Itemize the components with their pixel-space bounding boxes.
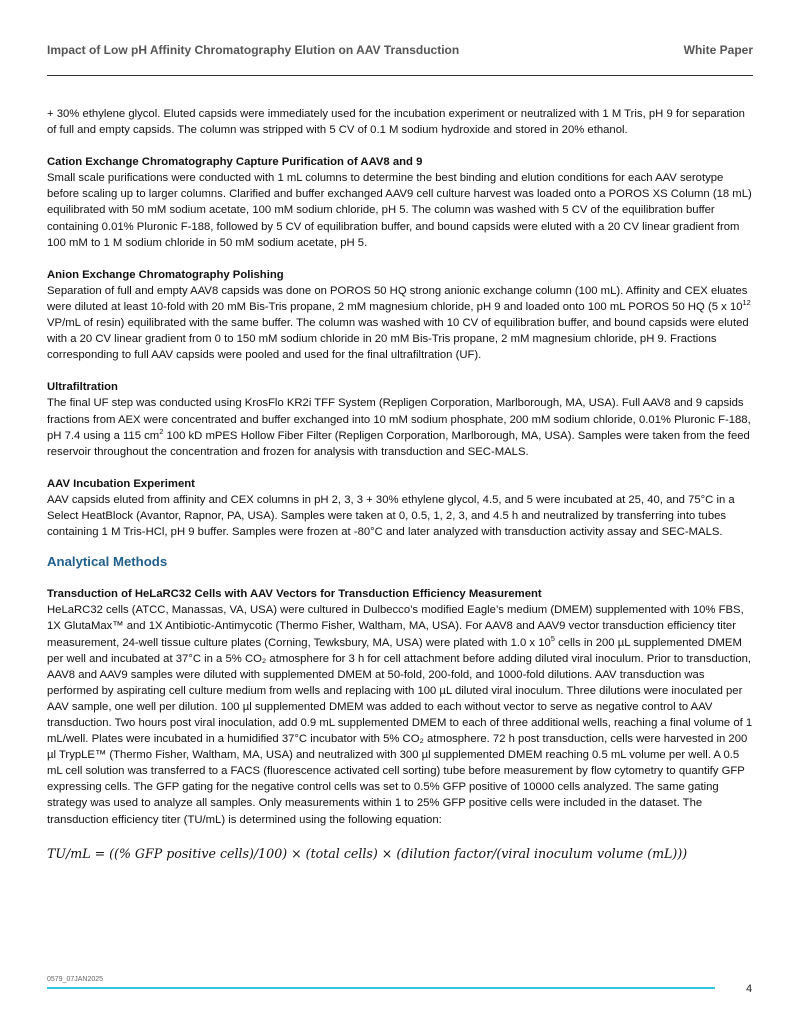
titer-equation: TU/mL = ((% GFP positive cells)/100) × (total cells) × (dilution factor/(viral inoculum volume (mL))): [47, 845, 688, 861]
page-body: [47, 106, 757, 862]
transduction-text-1: HeLaRC32 cells (ATCC, Manassas, VA, USA) were cultured in Dulbecco’s modified Eagle’s medium (DMEM) supplemented with 10% FBS, 1X GlutaMax™ and 1X Antibiotic-Antimycotic (Thermo Fisher, Waltham, MA, USA). For AAV8 and AAV9 vector transduction efficiency titer measurement, 24-well tissue culture plates (Corning, Tewksbury, MA, USA) were plated with 1.0 x 10: [47, 604, 744, 649]
aex-paragraph: [47, 283, 757, 363]
transduction-heading: Transduction of HeLaRC32 Cells with AAV Vectors for Transduction Efficiency Measurement: [47, 588, 542, 601]
uf-heading: Ultrafiltration: [47, 381, 118, 394]
uf-paragraph: [47, 395, 757, 459]
document-code: 0579_07JAN2025: [47, 976, 104, 983]
aex-text-1: Separation of full and empty AAV8 capsids was done on POROS 50 HQ strong anionic exchange column (100 mL). Affinity and CEX eluates were diluted at least 10-fold with 20 mM Bis-Tris propane, 2 mM magnesium chloride, pH 9 and loaded onto 100 mL POROS 50 HQ (5 x 10: [47, 284, 748, 313]
cex-heading: Cation Exchange Chromatography Capture Purification of AAV8 and 9: [47, 156, 423, 169]
uf-exponent: 2: [159, 426, 164, 436]
page-header: [47, 43, 753, 61]
incubation-paragraph: AAV capsids eluted from affinity and CEX columns in pH 2, 3, 3 + 30% ethylene glycol, 4.5, and 5 were incubated at 25, 40, and 75°C in a Select HeatBlock (Avantor, Rapnor, PA, USA). Samples were taken at 0, 0.5, 1, 2, 3, and 4.5 h and neutralized by transferring into tubes containing 1 M Tris-HCl, pH 9 buffer. Samples were frozen at -80°C and later analyzed with transduction activity assay and SEC-MALS.: [47, 493, 735, 539]
uf-text-2: 100 kD mPES Hollow Fiber Filter (Repligen Corporation, Marlborough, MA, USA). Samples were taken from the feed reservoir throughout the concentration and frozen for analysis with transduction and SEC-MALS.: [47, 429, 750, 458]
document-type: White Paper: [683, 43, 753, 57]
footer-divider: [47, 987, 715, 989]
cex-paragraph: Small scale purifications were conducted with 1 mL columns to determine the best binding and elution conditions for each AAV serotype before scaling up to larger columns. Clarified and buffer exchanged AAV9 cell culture harvest was loaded onto a POROS XS Column (18 mL) equilibrated with 50 mM sodium acetate, 100 mM sodium chloride, pH 5. The column was washed with 5 CV of the equilibration buffer containing 0.01% Pluronic F-188, followed by 5 CV of equilibration buffer, and bound capsids were eluted with a 20 CV linear gradient from 100 mM to 1 M sodium chloride in 50 mM sodium acetate, pH 5.: [47, 172, 752, 249]
transduction-text-2: cells in 200 µL supplemented DMEM per well and incubated at 37°C in a 5% CO₂ atmosphere for 3 h for cell attachment before adding diluted viral inoculum. Prior to transduction, AAV8 and AAV9 samples were diluted with supplemented DMEM at 50-fold, 200-fold, and 1000-fold dilutions. AAV transduction was performed by aspirating cell culture medium from wells and replacing with 100 µL diluted viral inoculum. Three dilutions were inoculated per AAV sample, one well per dilution. 100 µl supplemented DMEM was added to each without vector to serve as negative control to AAV transduction. Two hours post viral inoculation, add 0.9 mL supplemented DMEM to each of three additional wells, reaching a final volume of 1 mL/well. Plates were incubated in a humidified 37°C incubator with 5% CO₂ atmosphere. 72 h post transduction, cells were harvested in 200 µl TrypLE™ (Thermo Fisher, Waltham, MA, USA) and neutralized with 300 µl supplemented DMEM reaching 0.5 mL volume per well. A 0.5 mL cell solution was transferred to a FACS (fluorescence activated cell sorting) tube before measurement by flow cytometry to quantify GFP expressing cells. The GFP gating for the negative control cells was set to 0.5% GFP positive of 10000 cells analyzed. The same gating strategy was used to analyze all samples. Only measurements within 1 to 25% GFP positive cells were included in the dataset. The transduction efficiency titer (TU/mL) is determined using the following equation:: [47, 636, 753, 826]
incubation-heading: AAV Incubation Experiment: [47, 477, 195, 490]
document-title: Impact of Low pH Affinity Chromatography Elution on AAV Transduction: [47, 43, 460, 57]
aex-text-2: VP/mL of resin) equilibrated with the same buffer. The column was washed with 10 CV of equilibration buffer, and bound capsids were eluted with a 20 CV linear gradient from 0 to 150 mM sodium chloride in 20 mM Bis-Tris propane, 2 mM magnesium chloride, pH 9. Fractions corresponding to full AAV capsids were pooled and used for the final ultrafiltration (UF).: [47, 317, 749, 362]
uf-text-1: The final UF step was conducted using KrosFlo KR2i TFF System (Repligen Corporation, Marlborough, MA, USA). Full AAV8 and 9 capsids fractions from AEX were concentrated and buffer exchanged into 10 mM sodium phosphate, 200 mM sodium chloride, 0.01% Pluronic F-188, pH 7.4 using a 115 cm: [47, 397, 751, 442]
intro-paragraph: + 30% ethylene glycol. Eluted capsids were immediately used for the incubation experiment or neutralized with 1 M Tris, pH 9 for separation of full and empty capsids. The column was stripped with 5 CV of 0.1 M sodium hydroxide and stored in 20% ethanol.: [47, 108, 745, 137]
aex-heading: Anion Exchange Chromatography Polishing: [47, 268, 284, 281]
transduction-paragraph: [47, 602, 757, 827]
page-number: 4: [746, 983, 753, 995]
aex-exponent: 12: [742, 298, 751, 308]
transduction-exponent: 5: [550, 633, 555, 643]
section-heading: Analytical Methods: [47, 554, 168, 570]
header-divider: [47, 75, 753, 76]
